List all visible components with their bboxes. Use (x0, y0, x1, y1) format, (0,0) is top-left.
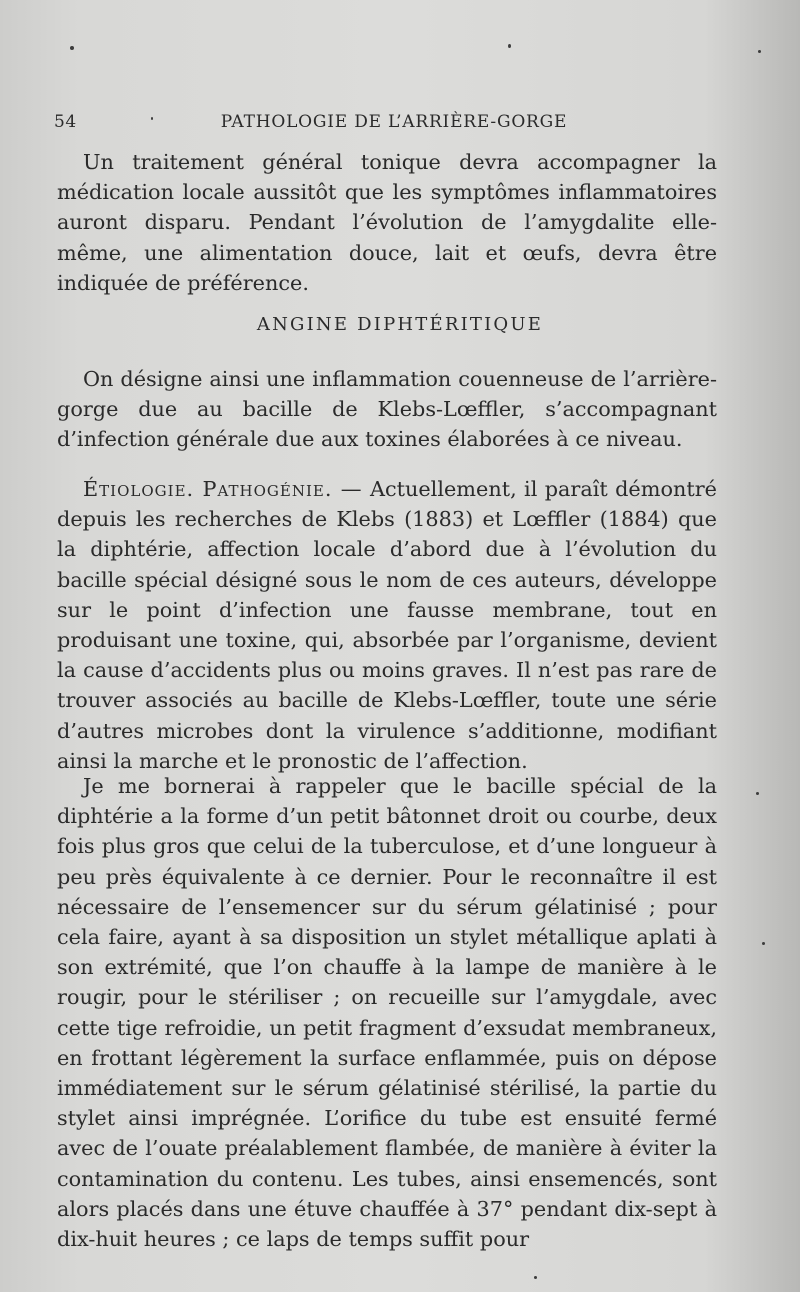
section-title: ANGINE DIPHTÉRITIQUE (256, 314, 544, 335)
print-speck (508, 44, 511, 48)
print-speck (534, 1276, 537, 1279)
print-speck (756, 792, 759, 795)
paragraph-treatment: Un traitement général tonique devra accompagner la médication locale aussitôt que les symptômes inflammatoires auront disparu. Pendant l’évolution de l’amygdalite elle-même, une alimentation douce, lait et œufs, devra être indiquée de préférence. (57, 150, 717, 295)
print-speck (70, 46, 74, 50)
running-title: PATHOLOGIE DE L’ARRIÈRE-GORGE (220, 112, 568, 132)
etiology-text: Actuellement, il paraît démontré depuis les recherches de Klebs (1883) et Lœffler (1884) que la diphtérie, affection locale d’abord due à l’évolution du bacille spécial désigné sous le nom de ces auteurs, développe sur le point d’infection une fausse membrane, tout en produisant une toxine, qui, absorbée par l’organisme, devient la cause d’accidents plus ou moins graves. Il n’est pas rare de trouver associés au bacille de Klebs-Lœffler, toute une série d’autres microbes dont la virulence s’additionne, modifiant ainsi la marche et le pronostic de l’affection. (57, 477, 717, 773)
page-number: 54 (54, 112, 77, 132)
etiology-heading: Étiologie. Pathogénie. — (83, 477, 363, 501)
print-speck (762, 942, 765, 945)
paragraph-culture: Je me bornerai à rappeler que le bacille spécial de la diphtérie a la forme d’un petit bâtonnet droit ou courbe, deux fois plus gros que celui de la tuberculose, et d’une longueur à peu près équivalente à ce dernier. Pour le reconnaître il est nécessaire de l’ensemencer sur du sérum gélatinisé ; pour cela faire, ayant à sa disposition un stylet métallique aplati à son extrémité, que l’on chauffe à la lampe de manière à le rougir, pour le stériliser ; on recueille sur l’amygdale, avec cette tige refroidie, un petit fragment d’exsudat membraneux, en frottant légèrement la surface enflammée, puis on dépose immédiatement sur le sérum gélatinisé stérilisé, la partie du stylet ainsi imprégnée. L’orifice du tube est ensuité fermé avec de l’ouate préalablement flambée, de manière à éviter la contamination du contenu. Les tubes, ainsi ensemencés, sont alors placés dans une étuve chauffée à 37° pendant dix-sept à dix-huit heures ; ce laps de temps suffit pour (57, 774, 717, 1252)
page-header (54, 108, 734, 138)
print-speck (758, 50, 761, 53)
paragraph-etiology (57, 474, 717, 776)
paragraph-definition: On désigne ainsi une inflammation couenneuse de l’arrière-gorge due au bacille de Klebs-Lœffler, s’accompagnant d’infection générale due aux toxines élaborées à ce niveau. (57, 367, 717, 452)
